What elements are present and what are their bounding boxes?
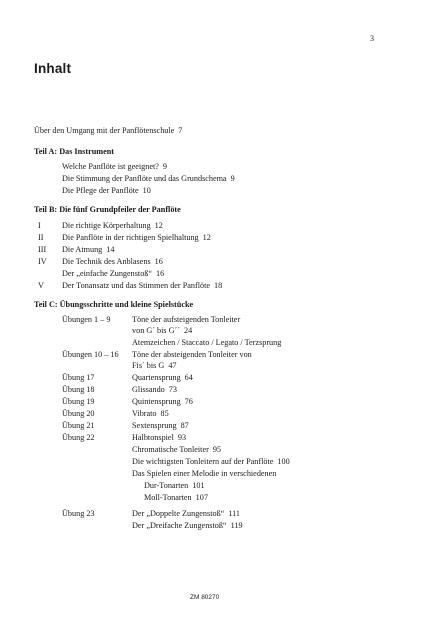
list-item: Quartensprung 64 xyxy=(132,373,193,382)
list-item: Der „Doppelte Zungenstoß“ 111 xyxy=(132,509,240,518)
roman-numeral: III xyxy=(38,245,47,254)
page-number: 3 xyxy=(370,34,374,43)
list-item: Atemzeichen / Staccato / Legato / Terzsprung xyxy=(132,338,282,347)
list-item: Die wichtigsten Tonleitern auf der Panflöte 100 xyxy=(132,457,290,466)
list-item: Fis´ bis G 47 xyxy=(132,361,177,370)
list-item: Die Panflöte in der richtigen Spielhaltung 12 xyxy=(62,233,211,242)
section-heading-teil-b xyxy=(34,205,181,214)
list-item: Welche Panflöte ist geeignet? 9 xyxy=(62,162,167,171)
list-item: Der „Dreifache Zungenstoß“ 119 xyxy=(132,521,243,530)
list-item: Die Stimmung der Panflöte und das Grundschema 9 xyxy=(62,174,235,183)
intro-text: Über den Umgang mit der Panflötenschule xyxy=(34,126,175,135)
section-title: Das Instrument xyxy=(59,147,115,156)
section-heading-teil-c xyxy=(34,300,193,309)
roman-numeral: I xyxy=(38,221,41,230)
list-item: Halbtonspiel 93 xyxy=(132,433,187,442)
exercise-label: Übung 17 xyxy=(62,373,95,382)
list-item: Die Technik des Anblasens 16 xyxy=(62,257,163,266)
exercise-label: Übung 19 xyxy=(62,397,95,406)
exercise-label: Übung 18 xyxy=(62,385,95,394)
list-item: Das Spielen einer Melodie in verschiedenen xyxy=(132,469,277,478)
section-title: Übungsschritte und kleine Spielstücke xyxy=(59,300,194,309)
roman-numeral: IV xyxy=(38,257,47,266)
list-item: Glissando 73 xyxy=(132,385,177,394)
roman-numeral: V xyxy=(38,281,44,290)
list-item: Die Pflege der Panflöte 10 xyxy=(62,186,151,195)
section-prefix: Teil B: xyxy=(34,205,58,214)
intro-entry xyxy=(34,126,182,135)
list-item: Chromatische Tonleiter 95 xyxy=(132,445,221,454)
list-item: Dur-Tonarten 101 xyxy=(144,481,205,490)
exercise-label: Übungen 10 – 16 xyxy=(62,350,119,359)
exercise-label: Übung 22 xyxy=(62,433,95,442)
list-item: Der „einfache Zungenstoß“ 16 xyxy=(62,269,165,278)
list-item: Die Atmung 14 xyxy=(62,245,115,254)
section-prefix: Teil A: xyxy=(34,147,58,156)
list-item: Sextensprung 87 xyxy=(132,421,189,430)
list-item: Vibrato 85 xyxy=(132,409,169,418)
roman-numeral: II xyxy=(38,233,44,242)
exercise-label: Übung 21 xyxy=(62,421,95,430)
list-item: Töne der aufsteigenden Tonleiter xyxy=(132,315,241,324)
section-title: Die fünf Grundpfeiler der Panflöte xyxy=(59,205,181,214)
list-item: Quintensprung 76 xyxy=(132,397,193,406)
section-heading-teil-a xyxy=(34,147,114,156)
page-title: Inhalt xyxy=(34,61,72,76)
list-item: von G´ bis G´´ 24 xyxy=(132,326,193,335)
footer-code: ZM 80270 xyxy=(190,594,220,601)
list-item: Der Tonansatz und das Stimmen der Panflöte 18 xyxy=(62,281,223,290)
exercise-label: Übung 23 xyxy=(62,509,95,518)
list-item: Moll-Tonarten 107 xyxy=(144,493,208,502)
list-item: Töne der absteigenden Tonleiter von xyxy=(132,350,252,359)
exercise-label: Übungen 1 – 9 xyxy=(62,315,111,324)
exercise-label: Übung 20 xyxy=(62,409,95,418)
list-item: Die richtige Körperhaltung 12 xyxy=(62,221,163,230)
intro-page: 7 xyxy=(178,126,183,135)
section-prefix: Teil C: xyxy=(34,300,58,309)
